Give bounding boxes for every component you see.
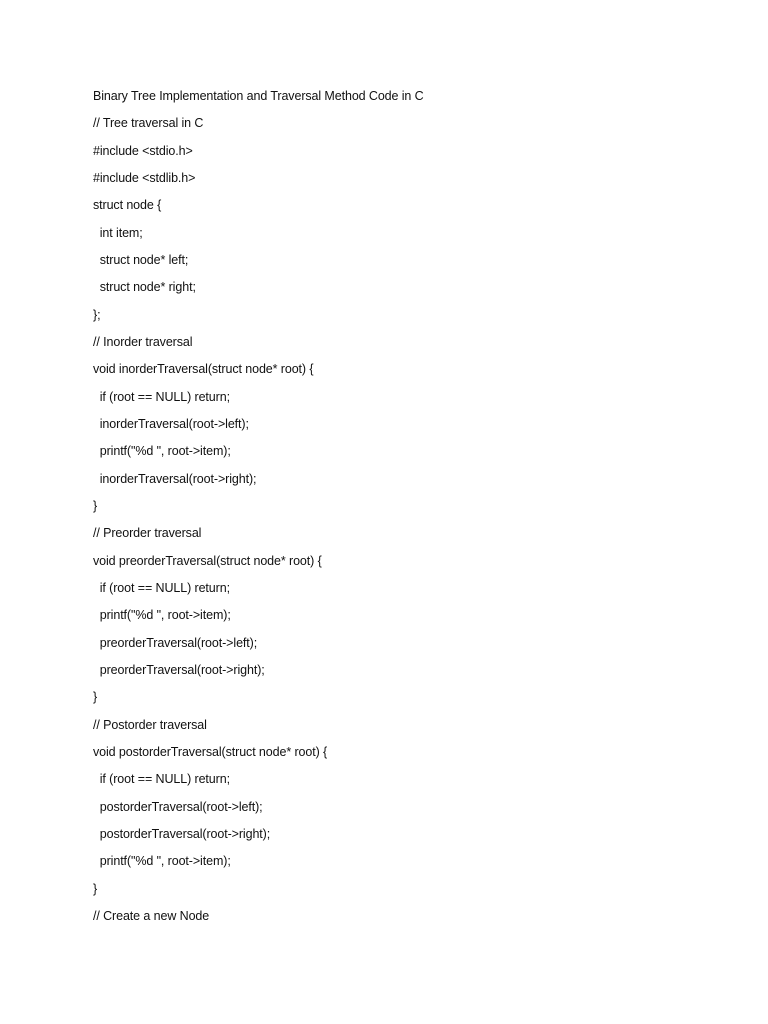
code-line: // Inorder traversal (93, 334, 193, 349)
code-line: preorderTraversal(root->left); (93, 635, 258, 650)
code-line: void inorderTraversal(struct node* root) { (93, 362, 314, 377)
code-line: } (93, 690, 98, 705)
code-line: } (93, 881, 98, 896)
document-title: Binary Tree Implementation and Traversal Method Code in C (93, 89, 424, 103)
code-line: // Preorder traversal (93, 526, 202, 541)
code-line: int item; (93, 225, 143, 240)
code-line: } (93, 498, 98, 513)
code-line: printf("%d ", root->item); (93, 608, 231, 623)
code-line: postorderTraversal(root->left); (93, 799, 263, 814)
code-line: struct node* right; (93, 280, 196, 295)
code-line: if (root == NULL) return; (93, 389, 230, 404)
code-line: }; (93, 307, 101, 322)
code-line: printf("%d ", root->item); (93, 444, 231, 459)
code-line: // Tree traversal in C (93, 116, 204, 131)
code-line: struct node { (93, 198, 162, 213)
code-line: // Create a new Node (93, 908, 210, 923)
code-line: struct node* left; (93, 252, 189, 267)
code-line: // Postorder traversal (93, 717, 207, 732)
code-line: inorderTraversal(root->left); (93, 416, 249, 431)
code-line: if (root == NULL) return; (93, 580, 230, 595)
code-line: inorderTraversal(root->right); (93, 471, 257, 486)
code-line: printf("%d ", root->item); (93, 854, 231, 869)
code-line: if (root == NULL) return; (93, 772, 230, 787)
code-line: #include <stdio.h> (93, 143, 193, 158)
code-line: void postorderTraversal(struct node* root) { (93, 744, 328, 759)
code-line: void preorderTraversal(struct node* root) { (93, 553, 322, 568)
code-line: preorderTraversal(root->right); (93, 662, 265, 677)
code-line: #include <stdlib.h> (93, 170, 196, 185)
code-line: postorderTraversal(root->right); (93, 826, 271, 841)
code-listing (93, 85, 713, 932)
